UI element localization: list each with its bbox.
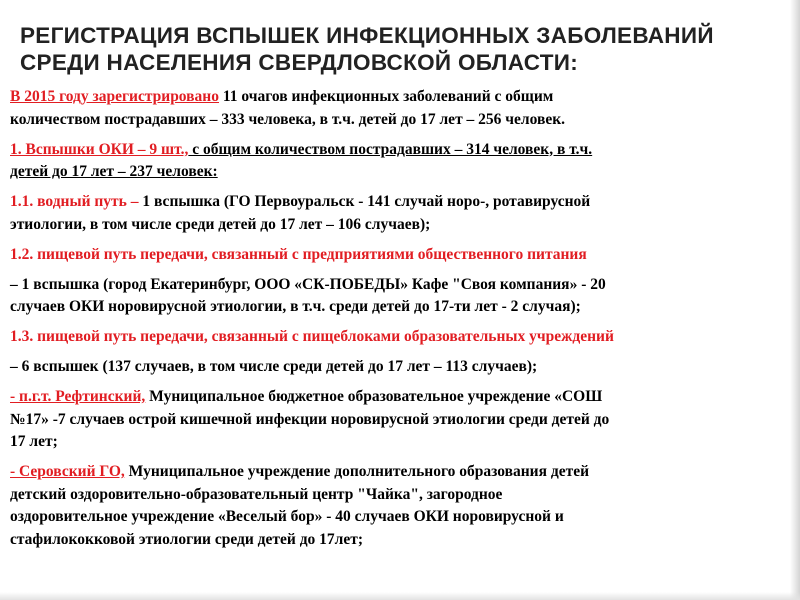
paragraph-oki-outbreaks <box>10 139 795 184</box>
text-line <box>10 139 795 162</box>
text-line: – 1 вспышка (город Екатеринбург, ООО «СК-ПОБЕДЫ» Кафе "Своя компания» - 20 <box>10 275 606 293</box>
paragraph-serov <box>10 461 795 551</box>
text-run: Муниципальное учреждение дополнительного образования детей <box>124 463 590 480</box>
text-line: этиологии, в том числе среди детей до 17 лет – 106 случаев); <box>10 215 431 233</box>
paragraph-water-route <box>10 191 795 236</box>
text-line: 17 лет; <box>10 433 58 450</box>
text-line: стафилококковой этиологии среди детей до 17лет; <box>10 530 364 548</box>
paragraph-food-schools <box>10 356 795 379</box>
text-line <box>10 86 795 109</box>
text-line: 1.2. пищевой путь передачи, связанный с предприятиями общественного питания <box>10 245 587 263</box>
paragraph-reftinsky <box>10 386 795 454</box>
highlight-text: В 2015 году зарегистрировано <box>10 88 219 105</box>
text-run: Муниципальное бюджетное образовательное учреждение «СОШ <box>145 388 603 405</box>
title-line: СРЕДИ НАСЕЛЕНИЯ СВЕРДЛОВСКОЙ ОБЛАСТИ: <box>20 50 579 75</box>
highlight-text: 1. Вспышки ОКИ – 9 шт., <box>10 140 189 158</box>
paragraph-food-catering <box>10 274 795 319</box>
page-edge-shadow <box>0 592 800 600</box>
text-run: с общим количеством пострадавших – 314 человек, в т.ч. <box>188 140 593 158</box>
title-line: РЕГИСТРАЦИЯ ВСПЫШЕК ИНФЕКЦИОННЫХ ЗАБОЛЕВАНИЙ <box>20 23 714 48</box>
text-line: детей до 17 лет – 237 человек: <box>10 163 218 180</box>
text-line: 1.3. пищевой путь передачи, связанный с пищеблоками образовательных учреждений <box>10 328 614 345</box>
paragraph-food-catering-heading <box>10 244 795 267</box>
text-line <box>10 191 795 214</box>
paragraph-food-schools-heading <box>10 326 795 349</box>
slide-title <box>20 22 795 76</box>
text-line: детский оздоровительно-образовательный центр "Чайка", загородное <box>10 485 503 503</box>
text-line: количеством пострадавших – 333 человека, в т.ч. детей до 17 лет – 256 человек. <box>10 110 566 128</box>
highlight-text: - Серовский ГО, <box>10 463 125 480</box>
highlight-text: 1.1. водный путь – <box>10 193 139 210</box>
text-line <box>10 386 795 409</box>
slide-body <box>10 86 795 559</box>
text-run: 11 очагов инфекционных заболеваний с общим <box>218 88 554 105</box>
text-line: оздоровительное учреждение «Веселый бор» - 40 случаев ОКИ норовирусной и <box>10 508 564 525</box>
paragraph-summary <box>10 86 795 131</box>
text-line: – 6 вспышек (137 случаев, в том числе среди детей до 17 лет – 113 случаев); <box>10 358 538 375</box>
text-run: 1 вспышка (ГО Первоуральск - 141 случай норо-, ротавирусной <box>138 193 591 210</box>
highlight-text: - п.г.т. Рефтинский, <box>10 388 146 405</box>
text-line <box>10 461 795 484</box>
text-line: №17» -7 случаев острой кишечной инфекции норовирусной этиологии среди детей до <box>10 410 610 428</box>
text-line: случаев ОКИ норовирусной этиологии, в т.ч. среди детей до 17-ти лет - 2 случая); <box>10 298 581 315</box>
page-edge-shadow <box>790 0 800 600</box>
